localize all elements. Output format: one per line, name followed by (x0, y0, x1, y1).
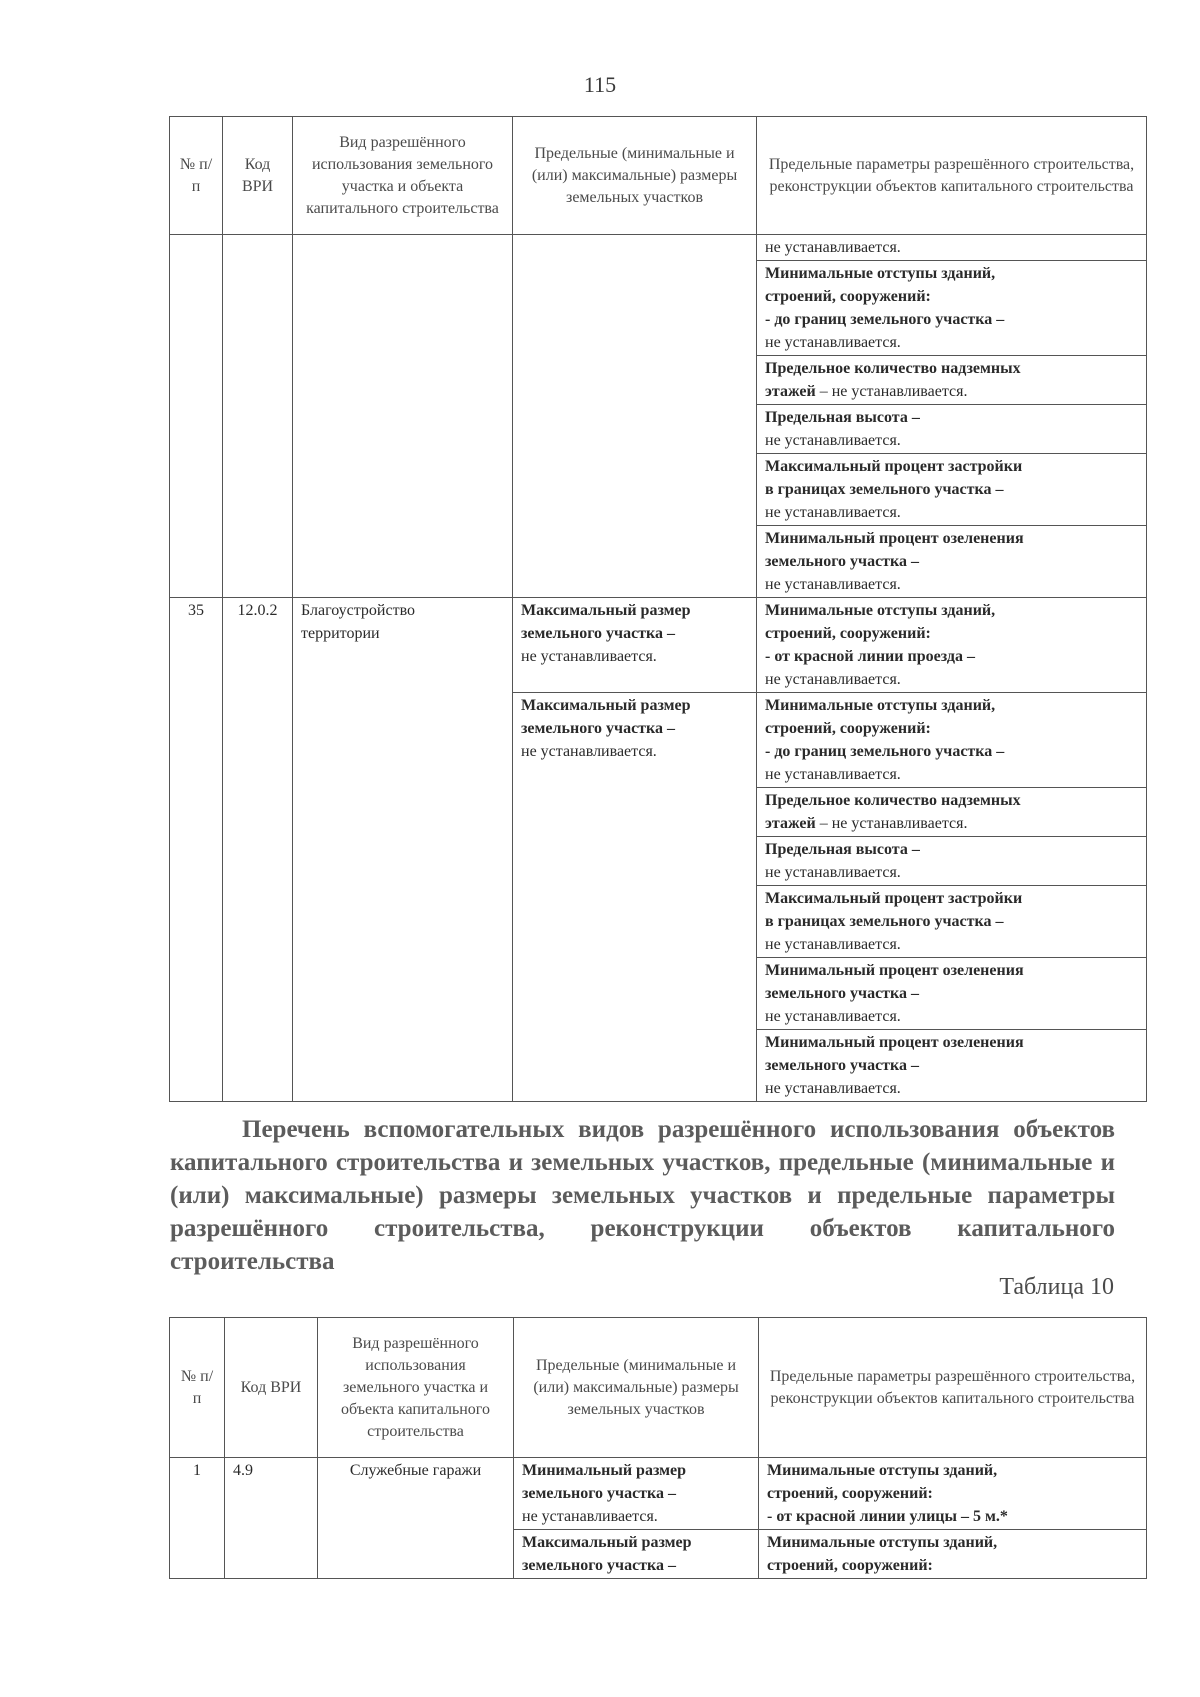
param-cell: не устанавливается. (757, 235, 1147, 261)
table-10 (169, 1317, 1147, 1579)
table-row (170, 235, 1147, 261)
header-sizes: Предельные (минимальные и (или) максимальные) размеры земельных участков (513, 117, 757, 235)
param-cell: Предельная высота – не устанавливается. (757, 837, 1147, 886)
header-code: Код ВРИ (225, 1318, 318, 1458)
param-cell: Минимальные отступы зданий, строений, сооружений: - от красной линии улицы – 5 м.* (759, 1458, 1147, 1530)
table-caption: Таблица 10 (999, 1274, 1114, 1300)
page-number: 115 (583, 72, 617, 97)
param-cell: Минимальные отступы зданий, строений, сооружений: - до границ земельного участка – не устанавливается. (757, 261, 1147, 356)
header-code: Код ВРИ (223, 117, 293, 235)
header-sizes: Предельные (минимальные и (или) максимальные) размеры земельных участков (514, 1318, 759, 1458)
header-kind: Вид разрешённого использования земельного участка и объекта капитального строительства (318, 1318, 514, 1458)
param-cell: Минимальные отступы зданий, строений, сооружений: - до границ земельного участка – не устанавливается. (757, 693, 1147, 788)
row-num: 35 (170, 598, 223, 1102)
param-cell: Предельная высота – не устанавливается. (757, 405, 1147, 454)
header-kind: Вид разрешённого использования земельного участка и объекта капитального строительства (293, 117, 513, 235)
size-cell: Максимальный размер земельного участка – (514, 1530, 759, 1579)
header-num: № п/п (170, 117, 223, 235)
param-cell: Минимальный процент озеленения земельного участка – не устанавливается. (757, 1030, 1147, 1102)
row-code: 12.0.2 (223, 598, 293, 1102)
param-cell: Максимальный процент застройки в границах земельного участка – не устанавливается. (757, 454, 1147, 526)
param-cell: Минимальные отступы зданий, строений, сооружений: - от красной линии проезда – не устанавливается. (757, 598, 1147, 693)
param-cell: Максимальный процент застройки в границах земельного участка – не устанавливается. (757, 886, 1147, 958)
header-params: Предельные параметры разрешённого строительства, реконструкции объектов капитального строительства (757, 117, 1147, 235)
table-row-1 (170, 1458, 1147, 1530)
size-cell: Максимальный размер земельного участка – не устанавливается. (513, 693, 757, 1102)
section-heading: Перечень вспомогательных видов разрешённого использования объектов капитального строительства и земельных участков, предельные (минимальные и (или) максимальные) размеры земельных участков и предельные параметры разрешённого строительства, реконструкции объектов капитального строительства (170, 1116, 1115, 1275)
size-cell: Максимальный размер земельного участка – не устанавливается. (513, 598, 757, 693)
header-num: № п/п (170, 1318, 225, 1458)
table-row-35 (170, 598, 1147, 693)
size-cell: Минимальный размер земельного участка – не устанавливается. (514, 1458, 759, 1530)
row-code: 4.9 (225, 1458, 318, 1579)
header-params: Предельные параметры разрешённого строительства, реконструкции объектов капитального строительства (759, 1318, 1147, 1458)
row-kind: Благоустройство территории (293, 598, 513, 1102)
param-cell: Минимальный процент озеленения земельного участка – не устанавливается. (757, 526, 1147, 598)
table-header-row (170, 117, 1147, 235)
table-header-row (170, 1318, 1147, 1458)
param-cell: Предельное количество надземных этажей – не устанавливается. (757, 356, 1147, 405)
param-cell: Предельное количество надземных этажей – не устанавливается. (757, 788, 1147, 837)
param-cell: Минимальный процент озеленения земельного участка – не устанавливается. (757, 958, 1147, 1030)
row-num: 1 (170, 1458, 225, 1579)
param-cell: Минимальные отступы зданий, строений, сооружений: (759, 1530, 1147, 1579)
row-kind: Служебные гаражи (318, 1458, 514, 1579)
regulations-table-continued (169, 116, 1147, 1102)
